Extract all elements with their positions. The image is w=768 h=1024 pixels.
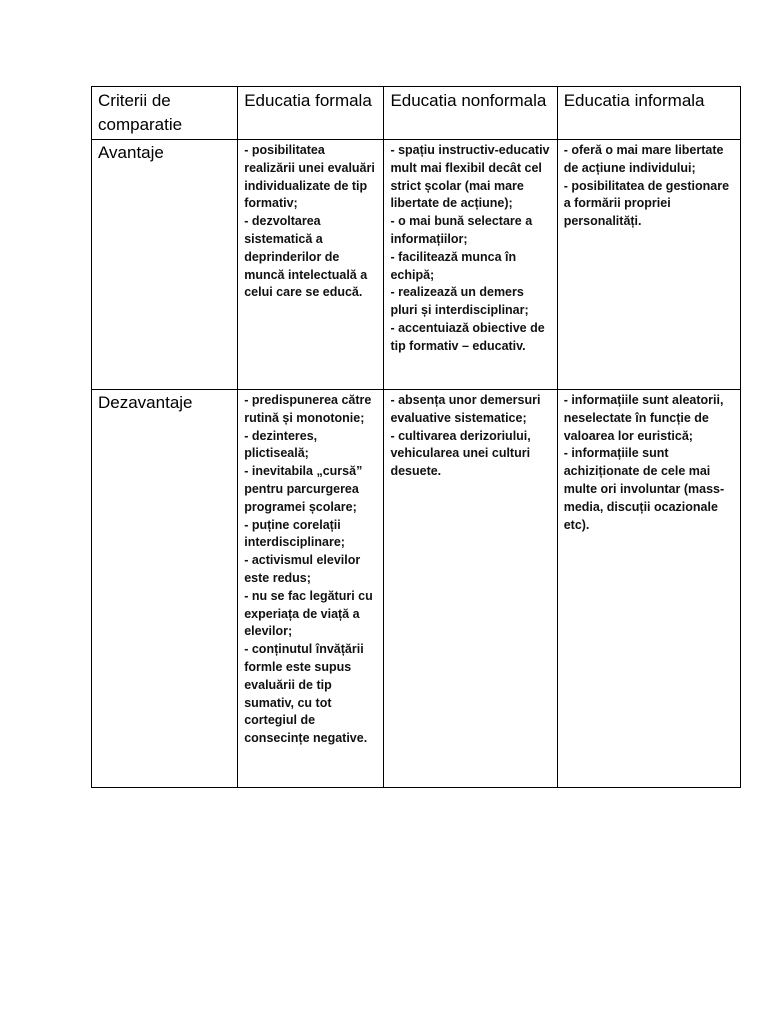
dezavantaje-informal-text: - informațiile sunt aleatorii, neselectate în funcție de valoarea lor euristică; - informațiile sunt achiziționate de cele mai multe ori involuntar (mass-media, discuții ocazionale etc). [563, 393, 725, 532]
header-nonformal: Educatia nonformala [384, 87, 557, 140]
avantaje-informal-text: - oferă o mai mare libertate de acțiune individului; - posibilitatea de gestionare a formării propriei personalități. [563, 143, 730, 229]
table-header-row [92, 87, 741, 140]
dezavantaje-nonformal-text: - absența unor demersuri evaluative sistematice; - cultivarea derizoriului, vehicularea unei culturi desuete. [390, 393, 541, 479]
header-criteria: Criterii de comparatie [92, 87, 238, 140]
row-label-avantaje: Avantaje [92, 140, 238, 390]
table-row-avantaje [92, 140, 741, 390]
header-formal: Educatia formala [238, 87, 384, 140]
row-label-dezavantaje: Dezavantaje [92, 390, 238, 788]
header-informal: Educatia informala [557, 87, 740, 140]
avantaje-formal-text: - posibilitatea realizării unei evaluări individualizate de tip formativ; - dezvoltarea sistematică a deprinderilor de muncă intelectuală a celui care se educă. [244, 143, 375, 300]
avantaje-nonformal-text: - spațiu instructiv-educativ mult mai flexibil decât cel strict școlar (mai mare libertate de acțiune); - o mai bună selectare a informațiilor; - facilitează munca în echipă; - realizează un demers pluri și interdisciplinar; - accentuiază obiective de tip formativ – educativ. [390, 143, 550, 353]
comparison-table [91, 86, 741, 788]
table-row-dezavantaje [92, 390, 741, 788]
dezavantaje-formal-text: - predispunerea către rutină și monotonie; - dezinteres, plictiseală; - inevitabila „cursă” pentru parcurgerea programei școlare; - puține corelații interdisciplinare; - activismul elevilor este redus; - nu se fac legături cu experiața de viață a elevilor; - conținutul învățării formle este supus evaluării de tip sumativ, cu tot cortegiul de consecințe negative. [244, 393, 373, 746]
